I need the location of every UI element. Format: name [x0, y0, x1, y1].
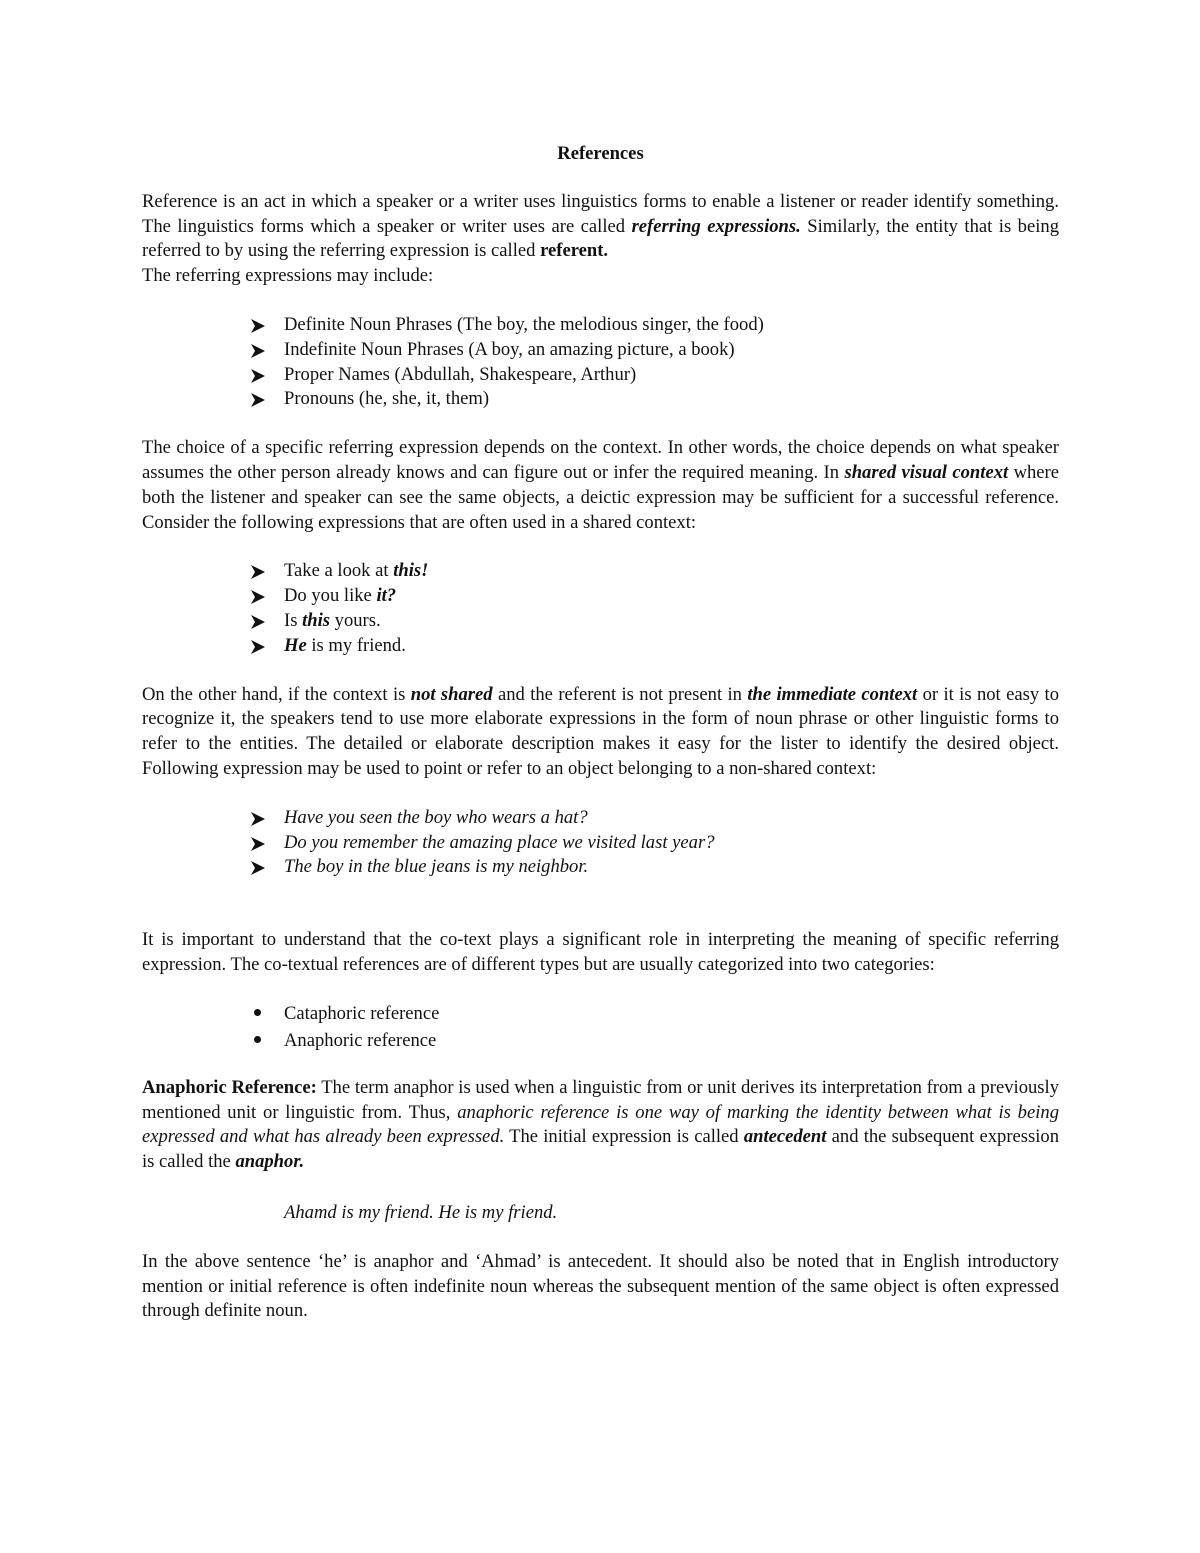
bullet-dot-icon	[254, 1009, 261, 1016]
list-item: Have you seen the boy who wears a hat?	[142, 806, 1059, 831]
list-item: Definite Noun Phrases (The boy, the melodious singer, the food)	[142, 313, 1059, 338]
bullet-dot-icon	[254, 1036, 261, 1043]
expressions-list	[142, 313, 1059, 412]
list-item: Do you remember the amazing place we visited last year?	[142, 831, 1059, 856]
anaphoric-heading: Anaphoric Reference:	[142, 1076, 317, 1098]
list-item: Is this yours.	[142, 609, 1059, 634]
arrowhead-bullet-icon	[250, 811, 266, 827]
arrowhead-bullet-icon	[250, 392, 266, 408]
cotext-paragraph: It is important to understand that the co-text plays a significant role in interpreting the meaning of specific referring expression. The co-textual references are of different types but are usually categorized into two categories:	[142, 929, 1059, 975]
term-anaphor: anaphor.	[235, 1151, 305, 1173]
list-item: Anaphoric reference	[142, 1027, 1059, 1054]
term-shared-visual-context: shared visual context	[844, 461, 1009, 483]
list-item: Do you like it?	[142, 584, 1059, 609]
nonshared-examples-list	[142, 806, 1059, 880]
document-body	[142, 142, 1059, 1324]
arrowhead-bullet-icon	[250, 318, 266, 334]
list-item: The boy in the blue jeans is my neighbor.	[142, 855, 1059, 880]
intro-text-2: Similarly, the entity that is being referred to by using the referring expression is called	[142, 215, 1059, 262]
final-paragraph: In the above sentence ‘he’ is anaphor and ‘Ahmad’ is antecedent. It should also be noted that in English introductory mention or initial reference is often indefinite noun whereas the subsequent mention of the same object is often expressed through definite noun.	[142, 1250, 1059, 1322]
list-item: Proper Names (Abdullah, Shakespeare, Arthur)	[142, 363, 1059, 388]
arrowhead-bullet-icon	[250, 614, 266, 630]
nonshared-paragraph: On the other hand, if the context is not shared and the referent is not present in the immediate context or it is not easy to recognize it, the speakers tend to use more elaborate expressions in the form of noun phrase or other linguistic forms to refer to the entities. The detailed or elaborate description makes it easy for the lister to identify the desired object. Following expression may be used to point or refer to an object belonging to a non-shared context:	[142, 683, 1059, 779]
term-immediate-context: the immediate context	[747, 683, 918, 705]
intro-text-1: Reference is an act in which a speaker or a writer uses linguistics forms to enable a listener or reader identify something. The linguistics forms which a speaker or writer uses are called	[142, 190, 1059, 237]
arrowhead-bullet-icon	[250, 589, 266, 605]
list-item: Cataphoric reference	[142, 1000, 1059, 1027]
term-referent: referent.	[540, 240, 609, 262]
example-sentence: Ahamd is my friend. He is my friend.	[284, 1201, 558, 1223]
arrowhead-bullet-icon	[250, 860, 266, 876]
intro-paragraph	[142, 190, 1059, 264]
categories-list	[142, 1000, 1059, 1054]
arrowhead-bullet-icon	[250, 343, 266, 359]
shared-examples-list	[142, 559, 1059, 658]
anaphoric-paragraph: Anaphoric Reference: The term anaphor is used when a linguistic from or unit derives its interpretation from a previously mentioned unit or linguistic from. Thus, anaphoric reference is one way of marking the identity between what is being expressed and what has already been expressed. The initial expression is called antecedent and the subsequent expression is called the anaphor.	[142, 1076, 1060, 1173]
list-item: Indefinite Noun Phrases (A boy, an amazing picture, a book)	[142, 338, 1059, 363]
list-item: He is my friend.	[142, 634, 1059, 659]
list-item: Pronouns (he, she, it, them)	[142, 387, 1059, 412]
term-not-shared: not shared	[410, 683, 493, 705]
arrowhead-bullet-icon	[250, 639, 266, 655]
context-paragraph: The choice of a specific referring expression depends on the context. In other words, the choice depends on what speaker assumes the other person already knows and can figure out or infer the required meaning. In shared visual context where both the listener and speaker can see the same objects, a deictic expression may be sufficient for a successful reference. Consider the following expressions that are often used in a shared context:	[142, 437, 1060, 533]
term-referring-expressions: referring expressions.	[631, 215, 801, 237]
expressions-lead-in: The referring expressions may include:	[142, 265, 434, 287]
list-item: Take a look at this!	[142, 559, 1059, 584]
page-title: References	[557, 143, 644, 164]
term-antecedent: antecedent	[743, 1126, 827, 1148]
arrowhead-bullet-icon	[250, 368, 266, 384]
arrowhead-bullet-icon	[250, 564, 266, 580]
arrowhead-bullet-icon	[250, 836, 266, 852]
